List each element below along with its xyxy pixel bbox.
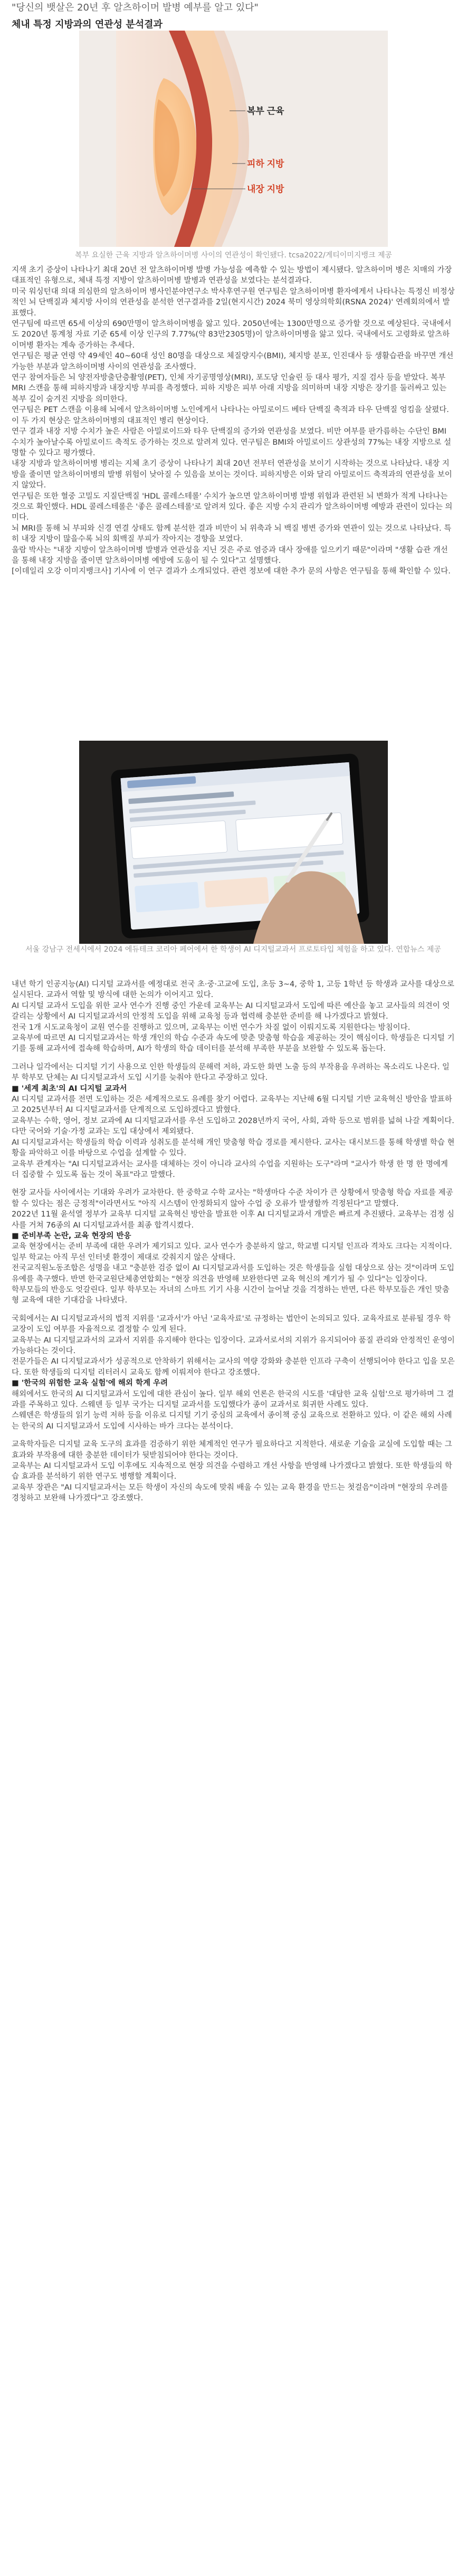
paragraph: 국회에서는 AI 디지털교과서의 법적 지위를 '교과서'가 아닌 '교육자료'로 규정하는 법안이 논의되고 있다. 교육자료로 분류될 경우 학교장이 도입 여부를 자율적으로 결정할 수 있게 된다. — [12, 1314, 451, 1334]
paragraph: 연구팀은 평균 연령 약 49세인 40~60대 성인 80명을 대상으로 체질량지수(BMI), 체지방 분포, 인진대사 등 생활습관을 바꾸면 개선 가능한 부분과 알츠하이머병 사이의 연관성을 조사했다. — [12, 352, 454, 371]
section-heading: ■ '한국의 위험한 교육 실험'에 해외 학계 우려 — [12, 1379, 168, 1388]
paragraph: 뇌 MRI를 통해 뇌 부피와 신경 연결 상태도 함께 분석한 결과 비만이 뇌 위축과 뇌 백질 병변 증가와 연관이 있는 것으로 나타났다. 특히 내장 지방이 많을수록 뇌의 회백질 부피가 작아지는 경향을 보였다. — [12, 524, 452, 544]
paragraph: [이데일리 오강 이미지뱅크사] 기사에 이 연구 결과가 소개되었다. 관련 정보에 대한 추가 문의 사항은 연구팀을 통해 확인할 수 있다. — [12, 567, 451, 576]
article-section-1 — [12, 265, 455, 705]
paragraph: 교육부 장관은 "AI 디지털교과서는 모든 학생이 자신의 속도에 맞춰 배울 수 있는 교육 환경을 만드는 첫걸음"이라며 "현장의 우려를 경청하고 보완해 나가겠다"고 강조했다. — [12, 1483, 448, 1503]
paragraph: 미국 워싱턴대 의대 의심한의 알츠하이머 병사인분야연구소 박사후연구원 연구팀은 알츠하이머병 환자에게서 나타나는 특정신 비정상적인 뇌 단백질과 체지방 사이의 연관성을 분석한 연구결과를 2일(현지시간) 2024 북미 영상의학회(RSNA 2024)' 연례회의에서 발표했다. — [12, 287, 455, 318]
paragraph: 전문가들은 AI 디지털교과서가 성공적으로 안착하기 위해서는 교사의 역량 강화와 충분한 인프라 구축이 선행되어야 한다고 입을 모은다. 또한 학생들의 디지털 리터러시 교육도 함께 이뤄져야 한다고 강조했다. — [12, 1357, 455, 1377]
paragraph: 학부모들의 반응도 엇갈린다. 일부 학부모는 자녀의 스마트 기기 사용 시간이 늘어날 것을 걱정하는 반면, 다른 학부모들은 개인 맞춤형 교육에 대한 기대감을 나타냈다. — [12, 1285, 450, 1305]
article-section-2 — [12, 979, 455, 2567]
paragraph: 교육부는 AI 디지털교과서 도입 이후에도 지속적으로 현장 의견을 수렴하고 개선 사항을 반영해 나가겠다고 밝혔다. 또한 학생들의 학습 효과를 분석하기 위한 연구도 병행할 계획이다. — [12, 1462, 452, 1481]
label-subcutaneous-fat: 피하 지방 — [247, 159, 284, 169]
paragraph: 교육부는 수학, 영어, 정보 교과에 AI 디지털교과서를 우선 도입하고 2028년까지 국어, 사회, 과학 등으로 범위를 넓혀 나갈 계획이다. 다만 국어와 기술·가정 교과는 도입 대상에서 제외됐다. — [12, 1116, 454, 1136]
paragraph: 연구팀에 따르면 65세 이상의 690만명이 알츠하이머병을 앓고 있다. 2050년에는 1300만명으로 증가할 것으로 예상된다. 국내에서도 2020년 통계청 자료 기준 65세 이상 인구의 7.77%(약 83만2305명)이 알츠하이머병을 앓고 있다. 국내에서도 고령화로 알츠하이머병 환자는 계속 증가하는 추세다. — [12, 320, 452, 350]
paragraph: 전국교직원노동조합은 성명을 내고 "충분한 검증 없이 AI 디지털교과서를 도입하는 것은 학생들을 실험 대상으로 삼는 것"이라며 도입 유예를 촉구했다. 반면 한국교원단체총연합회는 "현장 의견을 반영해 보완한다면 교육 혁신의 계기가 될 수 있다"는 입장이다. — [12, 1264, 455, 1284]
paragraph-gap — [12, 1306, 455, 1314]
paragraph: 2022년 11월 윤석열 정부가 교육부 디지털 교육혁신 방안을 발표한 이후 AI 디지털교과서 개발은 빠르게 추진됐다. 교육부는 검정 심사를 거쳐 76종의 AI 디지털교과서를 최종 합격시켰다. — [12, 1210, 454, 1230]
paragraph: 연구팀은 또한 혈중 고밀도 지질단백질 'HDL 콜레스테롤' 수치가 높으면 알츠하이머병 발병 위험과 관련된 뇌 변화가 적게 나타나는 것으로 확인했다. HDL 콜레스테롤은 '좋은 콜레스테롤'로 알려져 있다. 좋은 지방 수치 관리가 알츠하이머병 예방과 관련이 있다는 의미다. — [12, 492, 453, 522]
article-subtitle: 체내 특정 지방과의 연관성 분석결과 — [12, 19, 163, 30]
paragraph: 교육학자들은 디지털 교육 도구의 효과를 검증하기 위한 체계적인 연구가 필요하다고 지적한다. 새로운 기술을 교실에 도입할 때는 그 효과와 부작용에 대한 충분한 데이터가 뒷받침되어야 한다는 것이다. — [12, 1440, 452, 1460]
paragraph: 연구 결과 내장 지방 수치가 높은 사람은 아밀로이드와 타우 단백질의 증가와 연관성을 보였다. 비만 여부를 판가름하는 수단인 BMI 수치가 높아날수록 아밀로이드 축적도 증가하는 것으로 알려져 있다. 연구팀은 BMI와 아밀로이드 상관성의 77%는 내장 지방으로 설명할 수 있다고 평가했다. — [12, 427, 452, 457]
figure2-caption: 서울 강남구 전세시에서 2024 에듀테크 코리아 페어에서 한 학생이 AI 디지털교과서 프로토타입 체험을 하고 있다. 연합뉴스 제공 — [25, 945, 441, 954]
article-lede: "당신의 뱃살은 20년 후 알츠하이머 발병 예부를 알고 있다" — [12, 2, 259, 13]
paragraph-gap — [12, 1432, 455, 1439]
label-visceral-fat: 내장 지방 — [247, 184, 284, 194]
paragraph: 교육 현장에서는 준비 부족에 대한 우려가 제기되고 있다. 교사 연수가 충분하지 않고, 학교별 디지털 인프라 격차도 크다는 지적이다. 일부 학교는 아직 무선 인터넷 환경이 제대로 갖춰지지 않은 상태다. — [12, 1242, 452, 1262]
paragraph: 내년 학기 인공지능(AI) 디지털 교과서를 예정대로 전국 초·중·고교에 도입, 초등 3~4, 중학 1, 고등 1학년 등 학생과 교사를 대상으로 실시된다. 교과서 역할 및 방식에 대한 논의가 이어지고 있다. — [12, 980, 454, 1000]
paragraph-gap — [12, 1055, 455, 1062]
section-heading: ■ '세계 최초'의 AI 디지털 교과서 — [12, 1084, 127, 1093]
paragraph: 교육부에 따르면 AI 디지털교과서는 학생 개인의 학습 수준과 속도에 맞춘 맞춤형 학습을 제공하는 것이 핵심이다. 학생들은 디지털 기기를 통해 교과서에 접속해 학습하며, AI가 학생의 학습 데이터를 분석해 부족한 부분을 보완할 수 있도록 돕는다. — [12, 1034, 455, 1054]
paragraph: 교육부는 AI 디지털교과서의 교과서 지위를 유지해야 한다는 입장이다. 교과서로서의 지위가 유지되어야 품질 관리와 안정적인 운영이 가능하다는 것이다. — [12, 1336, 455, 1355]
paragraph: AI 디지털교과서는 학생들의 학습 이력과 성취도를 분석해 개인 맞춤형 학습 경로를 제시한다. 교사는 대시보드를 통해 학생별 학습 현황을 파악하고 이를 바탕으로 수업을 설계할 수 있다. — [12, 1138, 455, 1158]
paragraph: 울람 박사는 "내장 지방이 알츠하이머병 발병과 연관성을 지닌 것은 주로 염증과 대사 장애를 일으키기 때문"이라며 "생활 습관 개선을 통해 내장 지방을 줄이면 알츠하이머병 예방에 도움이 될 수 있다"고 설명했다. — [12, 545, 448, 565]
paragraph: 그러나 일각에서는 디지털 기기 사용으로 인한 학생들의 문해력 저하, 과도한 화면 노출 등의 부작용을 우려하는 목소리도 나온다. 일부 학부모 단체는 AI 디지털교과서 도입 시기를 늦춰야 한다고 주장하고 있다. — [12, 1062, 450, 1083]
paragraph: 스웨덴은 학생들의 읽기 능력 저하 등을 이유로 디지털 기기 중심의 교육에서 종이책 중심 교육으로 전환하고 있다. 이 같은 해외 사례는 한국의 AI 디지털교과서 도입에 시사하는 바가 크다는 분석이다. — [12, 1411, 452, 1431]
paragraph-gap — [12, 1180, 455, 1188]
paragraph: 연구팀은 PET 스캔을 이용해 뇌에서 알츠하이머병 노인에게서 나타나는 아밀로이드 베타 단백질 축적과 타우 단백질 엉킴을 살폈다. 이 두 가지 현상은 알츠하이머병의 대표적인 병리 현상이다. — [12, 406, 449, 425]
section-heading: ■ 준비부족 논란, 교육 현장의 반응 — [12, 1231, 131, 1240]
paragraph: 내장 지방과 알츠하이머병 병리는 지체 초기 증상이 나타나기 최대 20년 전부터 연관성을 보이기 시작하는 것으로 나타났다. 내장 지방을 줄이면 알츠하이머병의 발병 위험이 낮아질 수 있음을 보이는 것이다. 피하지방은 이와 달리 아밀로이드 축적과의 연관성을 보이지 않았다. — [12, 459, 452, 490]
paragraph: 교육부 관계자는 "AI 디지털교과서는 교사를 대체하는 것이 아니라 교사의 수업을 지원하는 도구"라며 "교사가 학생 한 명 한 명에게 더 집중할 수 있도록 돕는 것이 목표"라고 말했다. — [12, 1160, 448, 1179]
paragraph: AI 디지털 교과서를 전면 도입하는 것은 세계적으로도 유례를 찾기 어렵다. 교육부는 지난해 6월 디지털 기반 교육혁신 방안을 발표하고 2025년부터 AI 디지털교과서를 단계적으로 도입하겠다고 밝혔다. — [12, 1095, 452, 1115]
abdomen-illustration — [79, 31, 388, 247]
figure1-caption: 복부 요실한 근육 지방과 알츠하이머병 사이의 연관성이 확인됐다. tcsa2022/게티이미지뱅크 제공 — [75, 251, 392, 260]
paragraph: 해외에서도 한국의 AI 디지털교과서 도입에 대한 관심이 높다. 일부 해외 언론은 한국의 시도를 '대담한 교육 실험'으로 평가하며 그 결과를 주목하고 있다. 스웨덴 등 일부 국가는 디지털 교과서를 도입했다가 종이 교과서로 회귀한 사례도 있다. — [12, 1390, 454, 1410]
paragraph: 현장 교사들 사이에서는 기대와 우려가 교차한다. 한 중학교 수학 교사는 "학생마다 수준 차이가 큰 상황에서 맞춤형 학습 자료를 제공할 수 있다는 점은 긍정적"이라면서도 "아직 시스템이 안정화되지 않아 수업 중 오류가 발생할까 걱정된다"고 말했다. — [12, 1189, 453, 1208]
paragraph: AI 디지털 교과서 도입을 위한 교사 연수가 진행 중인 가운데 교육부는 AI 디지털교과서 도입에 따른 예산을 놓고 교사들의 의견이 엇갈리는 상황에서 AI 디지털교과서의 안정적 도입을 위해 교육청 등과 협력해 충분한 준비를 해 나가겠다고 밝혔다. — [12, 1001, 450, 1021]
tablet-photo — [79, 741, 388, 944]
paragraph: 지색 초기 증상이 나타나기 최대 20년 전 알츠하이머병 발병 가능성을 예측할 수 있는 방법이 제시됐다. 알츠하이머 병은 치매의 가장 대표적인 유형으로, 체내 특정 지방이 알츠하이머병 발병과 연관성을 보였다는 분석결과다. — [12, 266, 452, 285]
paragraph: 전국 1개 시도교육청이 교원 연수를 진행하고 있으며, 교육부는 이번 연수가 차질 없이 이뤄지도록 지원한다는 방침이다. — [12, 1023, 411, 1032]
label-muscle: 복부 근육 — [247, 106, 284, 116]
paragraph: 연구 참여자들은 뇌 양전자방출단층촬영(PET), 인체 자기공명영상(MRI), 포도당 인슐린 등 대사 평가, 지질 검사 등을 받았다. 복부 MRI 스캔을 통해 피하지방과 내장지방 부피를 측정했다. 피하 지방은 피부 아래 지방을 의미하며 내장 지방은 장기를 둘러싸고 있는 복부 깊이 숨겨진 지방을 의미한다. — [12, 374, 447, 404]
